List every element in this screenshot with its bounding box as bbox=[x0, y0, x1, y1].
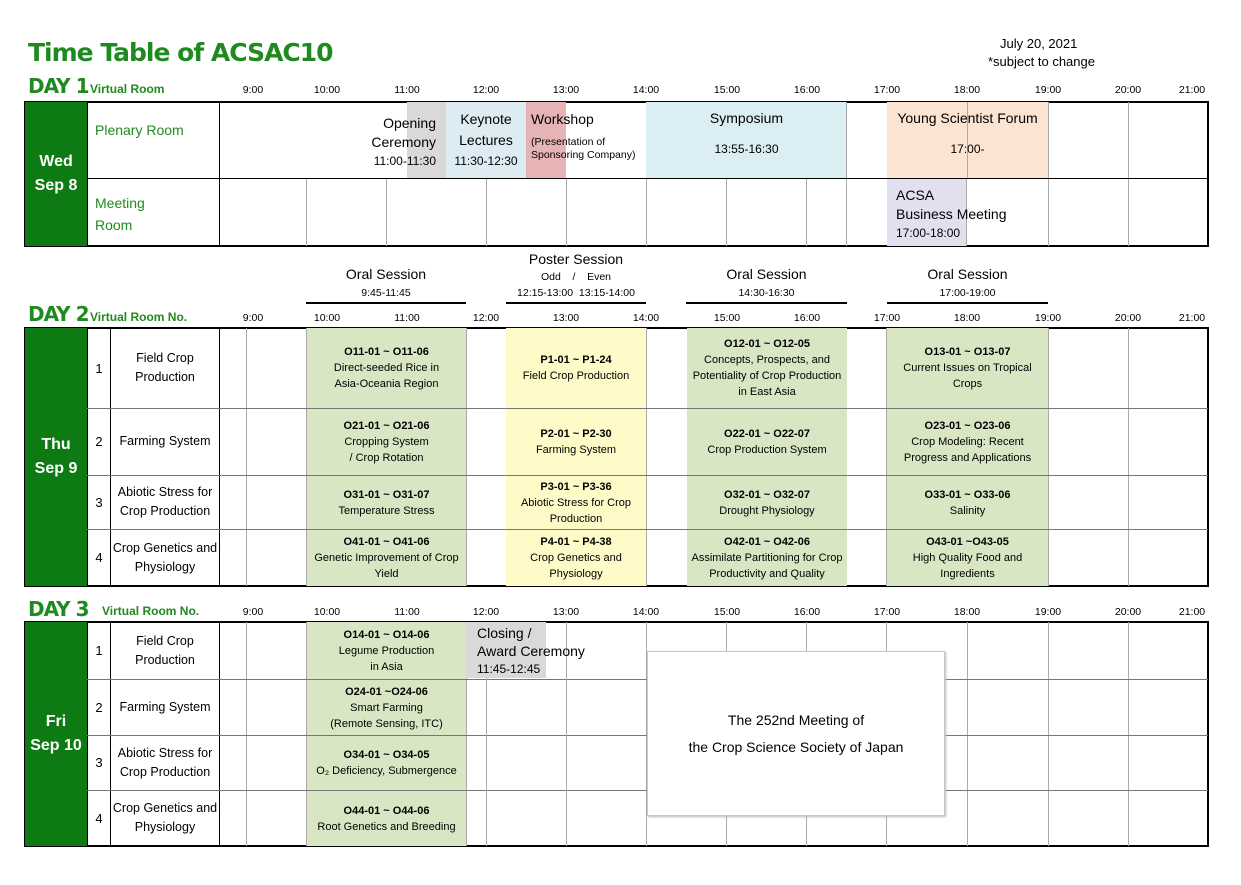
session-topic-line: Production bbox=[549, 512, 603, 525]
session-code-range: O23-01 ~ O23-06 bbox=[924, 420, 1011, 432]
session-topic-line: Crop Modeling: Recent bbox=[911, 436, 1024, 448]
session-code-range: O14-01 ~ O14-06 bbox=[343, 628, 430, 641]
cssj-line-1: The 252nd Meeting of bbox=[727, 711, 865, 728]
session-topic-line: Root Genetics and Breeding bbox=[317, 820, 456, 833]
day2-room3-poster[interactable] bbox=[506, 476, 646, 529]
time-tick-2000: 20:00 bbox=[1114, 312, 1142, 324]
session-topic-line: Smart Farming bbox=[350, 701, 423, 714]
session-code-range: O43-01 ~O43-05 bbox=[926, 536, 1009, 548]
session-code-range: O11-01 ~ O11-06 bbox=[344, 346, 429, 358]
session-topic-line: Field Crop Production bbox=[522, 370, 630, 382]
oral-session-2-title: Oral Session bbox=[726, 266, 807, 282]
time-tick-1800: 18:00 bbox=[953, 312, 981, 324]
session-code-range: O24-01 ~O24-06 bbox=[345, 685, 428, 698]
day2-room4-oral-morning[interactable] bbox=[307, 530, 466, 586]
day3-room-3-number: 3 bbox=[95, 755, 103, 770]
day3-room-4-name: Crop Genetics and Physiology bbox=[112, 801, 218, 834]
day2-room-1-name: Field Crop Production bbox=[135, 351, 195, 384]
grid-line bbox=[486, 179, 487, 246]
oral-session-3-time: 17:00-19:00 bbox=[939, 287, 996, 299]
session-topic-line: Crop Production System bbox=[707, 444, 827, 456]
day3-room3-oral[interactable] bbox=[307, 736, 466, 790]
day2-room-3-number: 3 bbox=[95, 494, 103, 510]
grid-line bbox=[1128, 179, 1129, 246]
day2-room-4-name: Crop Genetics and Physiology bbox=[112, 540, 218, 574]
time-tick-1100: 11:00 bbox=[394, 312, 420, 324]
grid-line bbox=[1048, 328, 1049, 586]
time-tick-1600: 16:00 bbox=[793, 606, 821, 618]
grid-line bbox=[219, 622, 220, 846]
grid-line bbox=[806, 179, 807, 246]
oral-session-3-title: Oral Session bbox=[927, 266, 1008, 282]
session-topic-line: Abiotic Stress for Crop bbox=[520, 496, 632, 509]
poster-session-title: Poster Session bbox=[528, 251, 624, 267]
day2-room3-oral-afternoon[interactable] bbox=[687, 476, 847, 529]
grid-line bbox=[846, 179, 847, 246]
grid-line bbox=[1128, 102, 1129, 178]
time-tick-1000: 10:00 bbox=[313, 312, 341, 324]
session-topic-line: Drought Physiology bbox=[719, 504, 815, 517]
session-topic-line: Direct-seeded Rice in bbox=[333, 362, 440, 374]
day2-room2-oral-evening[interactable] bbox=[887, 409, 1048, 475]
day2-room2-poster[interactable] bbox=[506, 409, 646, 475]
day3-room-3-name: Abiotic Stress for Crop Production bbox=[117, 745, 213, 779]
grid-line bbox=[219, 328, 220, 586]
day3-room-1-number: 1 bbox=[95, 643, 103, 658]
session-topic-line: O₂ Deficiency, Submergence bbox=[316, 765, 457, 777]
session-code-range: P1-01 ~ P1-24 bbox=[540, 354, 612, 366]
grid-line bbox=[726, 179, 727, 246]
session-topic-line: in Asia bbox=[370, 660, 403, 673]
time-tick-1600: 16:00 bbox=[793, 84, 821, 96]
time-tick-1300: 13:00 bbox=[552, 606, 580, 618]
session-topic-line: Current Issues on Tropical bbox=[903, 362, 1032, 374]
grid-line bbox=[1048, 179, 1049, 246]
grid-line bbox=[1048, 622, 1049, 846]
day2-room-1-number: 1 bbox=[95, 360, 103, 376]
day2-room1-poster[interactable] bbox=[506, 328, 646, 408]
day3-weekday: Fri bbox=[45, 713, 67, 730]
day2-room-2-number: 2 bbox=[95, 434, 103, 449]
grid-line bbox=[246, 328, 247, 586]
day3-label: DAY 3 bbox=[28, 597, 89, 621]
session-topic-line: High Quality Food and bbox=[912, 552, 1023, 564]
time-tick-1300: 13:00 bbox=[552, 84, 580, 96]
session-code-range: P2-01 ~ P2-30 bbox=[540, 428, 612, 440]
cssj-meeting-box bbox=[647, 651, 945, 816]
day3-room1-oral[interactable] bbox=[307, 622, 466, 679]
time-tick-1400: 14:00 bbox=[632, 312, 660, 324]
plenary-room-label: Plenary Room bbox=[95, 122, 184, 138]
grid-line bbox=[1128, 622, 1129, 846]
time-tick-2100: 21:00 bbox=[1178, 606, 1206, 618]
day2-room4-oral-afternoon[interactable] bbox=[687, 530, 847, 586]
change-note: *subject to change bbox=[988, 54, 1095, 69]
session-code-range: O32-01 ~ O32-07 bbox=[724, 488, 810, 501]
publish-date: July 20, 2021 bbox=[1000, 36, 1078, 51]
time-tick-2100: 21:00 bbox=[1178, 312, 1206, 324]
session-code-range: O22-01 ~ O22-07 bbox=[724, 428, 810, 440]
oral-session-1-time: 9:45-11:45 bbox=[361, 287, 411, 299]
young-scientist-forum: Young Scientist Forum 17:00- bbox=[897, 110, 1038, 156]
day3-room4-oral[interactable] bbox=[307, 791, 466, 846]
day3-room-4-number: 4 bbox=[95, 810, 103, 826]
keynote-lectures: Keynote Lectures 11:30-12:30 bbox=[454, 111, 518, 168]
time-tick-1200: 12:00 bbox=[472, 606, 500, 618]
day2-room-4-number: 4 bbox=[95, 550, 103, 565]
day1-label: DAY 1 bbox=[28, 74, 89, 98]
page-title: Time Table of ACSAC10 bbox=[28, 38, 333, 67]
session-code-range: O21-01 ~ O21-06 bbox=[343, 420, 430, 432]
grid-line bbox=[466, 328, 467, 586]
day1-date-cell bbox=[25, 102, 87, 246]
closing-award-ceremony: Closing / Award Ceremony 11:45-12:45 bbox=[477, 625, 585, 676]
session-topic-line: Legume Production bbox=[338, 644, 435, 657]
day2-room1-oral-afternoon[interactable] bbox=[687, 328, 847, 408]
time-tick-1000: 10:00 bbox=[313, 606, 341, 618]
grid-line bbox=[1048, 102, 1049, 178]
session-topic-line: in East Asia bbox=[738, 386, 796, 398]
grid-line bbox=[246, 622, 247, 846]
time-tick-1800: 18:00 bbox=[953, 606, 981, 618]
day1-room-header: Virtual Room bbox=[90, 82, 165, 96]
poster-session-time: 12:15-13:00 13:15-14:00 bbox=[517, 287, 635, 299]
session-topic-line: Potentiality of Crop Production bbox=[692, 370, 842, 382]
symposium: Symposium 13:55-16:30 bbox=[709, 110, 784, 156]
session-topic-line: Physiology bbox=[549, 568, 603, 580]
day2-weekday: Thu bbox=[41, 436, 71, 453]
session-code-range: O41-01 ~ O41-06 bbox=[343, 536, 430, 548]
time-tick-1700: 17:00 bbox=[873, 84, 901, 96]
time-tick-1500: 15:00 bbox=[713, 312, 741, 324]
session-topic-line: Asia-Oceania Region bbox=[334, 378, 439, 390]
session-topic-line: Farming System bbox=[535, 444, 617, 456]
session-code-range: P4-01 ~ P4-38 bbox=[540, 536, 612, 548]
oral-session-1-title: Oral Session bbox=[345, 266, 427, 282]
time-tick-1100: 11:00 bbox=[394, 606, 420, 618]
day2-room1-oral-morning[interactable] bbox=[307, 328, 466, 408]
session-code-range: O44-01 ~ O44-06 bbox=[343, 804, 430, 817]
day2-label: DAY 2 bbox=[28, 302, 89, 326]
time-tick-1600: 16:00 bbox=[793, 312, 821, 324]
time-tick-900: 9:00 bbox=[242, 606, 264, 618]
time-tick-2000: 20:00 bbox=[1114, 84, 1142, 96]
day1-weekday: Wed bbox=[39, 153, 73, 170]
day3-date: Sep 10 bbox=[30, 737, 82, 754]
session-topic-line: Progress and Applications bbox=[903, 452, 1032, 464]
time-tick-1900: 19:00 bbox=[1034, 84, 1062, 96]
day2-date-cell bbox=[25, 328, 87, 586]
grid-line bbox=[566, 179, 567, 246]
time-tick-1700: 17:00 bbox=[873, 312, 901, 324]
day2-room2-oral-morning[interactable] bbox=[307, 409, 466, 475]
day3-date-cell bbox=[25, 622, 87, 846]
day2-room1-oral-evening[interactable] bbox=[887, 328, 1048, 408]
day2-room4-poster[interactable] bbox=[506, 530, 646, 586]
time-tick-1800: 18:00 bbox=[953, 84, 981, 96]
grid-line bbox=[646, 328, 647, 586]
grid-line bbox=[1128, 328, 1129, 586]
meeting-room-label: Meeting Room bbox=[95, 195, 145, 233]
session-code-range: O12-01 ~ O12-05 bbox=[724, 338, 810, 350]
time-tick-1400: 14:00 bbox=[632, 606, 660, 618]
day2-room2-oral-afternoon[interactable] bbox=[687, 409, 847, 475]
session-topic-line: Temperature Stress bbox=[338, 504, 435, 517]
session-topic-line: Crop Genetics and bbox=[530, 552, 622, 564]
session-topic-line: Assimilate Partitioning for Crop bbox=[691, 552, 843, 564]
grid-line bbox=[646, 179, 647, 246]
time-tick-1700: 17:00 bbox=[873, 606, 901, 618]
time-tick-2000: 20:00 bbox=[1114, 606, 1142, 618]
session-code-range: O42-01 ~ O42-06 bbox=[724, 536, 810, 548]
day3-room-2-name: Farming System bbox=[119, 699, 211, 714]
time-tick-1300: 13:00 bbox=[552, 312, 580, 324]
time-tick-900: 9:00 bbox=[242, 84, 264, 96]
day2-room-3-name: Abiotic Stress for Crop Production bbox=[117, 485, 213, 518]
day2-room-header: Virtual Room No. bbox=[90, 310, 188, 324]
day2-date: Sep 9 bbox=[34, 460, 78, 477]
time-tick-1500: 15:00 bbox=[713, 84, 741, 96]
session-code-range: O33-01 ~ O33-06 bbox=[924, 488, 1011, 501]
day2-room-2-name: Farming System bbox=[119, 434, 211, 448]
oral-session-2-time: 14:30-16:30 bbox=[738, 287, 795, 299]
acsa-business-meeting: ACSA Business Meeting 17:00-18:00 bbox=[896, 187, 1007, 240]
session-topic-line: Crops bbox=[952, 378, 983, 390]
opening-ceremony: Opening Ceremony 11:00-11:30 bbox=[371, 115, 436, 168]
day2-room3-oral-evening[interactable] bbox=[887, 476, 1048, 529]
session-code-range: O31-01 ~ O31-07 bbox=[343, 488, 430, 501]
time-tick-1100: 11:00 bbox=[394, 84, 420, 96]
time-tick-1400: 14:00 bbox=[632, 84, 660, 96]
session-topic-line: Yield bbox=[374, 568, 399, 580]
session-topic-line: / Crop Rotation bbox=[349, 452, 424, 464]
time-tick-900: 9:00 bbox=[242, 312, 264, 324]
session-topic-line: Genetic Improvement of Crop bbox=[314, 552, 459, 564]
day3-room-1-name: Field Crop Production bbox=[135, 633, 195, 667]
day2-room3-oral-morning[interactable] bbox=[307, 476, 466, 529]
cssj-line-2: the Crop Science Society of Japan bbox=[688, 738, 904, 755]
day1-date: Sep 8 bbox=[34, 177, 78, 194]
session-code-range: P3-01 ~ P3-36 bbox=[540, 480, 612, 493]
session-topic-line: Concepts, Prospects, and bbox=[704, 354, 830, 366]
time-tick-1500: 15:00 bbox=[713, 606, 741, 618]
poster-session-odd-even: Odd / Even bbox=[540, 271, 612, 283]
session-code-range: O13-01 ~ O13-07 bbox=[924, 346, 1011, 358]
session-topic-line: Cropping System bbox=[344, 436, 429, 448]
session-topic-line: Productivity and Quality bbox=[709, 568, 825, 580]
grid-line bbox=[967, 622, 968, 846]
session-code-range: O34-01 ~ O34-05 bbox=[343, 749, 430, 761]
session-topic-line: Ingredients bbox=[940, 568, 995, 580]
time-tick-1200: 12:00 bbox=[472, 84, 500, 96]
time-tick-1200: 12:00 bbox=[472, 312, 500, 324]
session-topic-line: Salinity bbox=[949, 504, 986, 517]
day2-room4-oral-evening[interactable] bbox=[887, 530, 1048, 586]
workshop: Workshop (Presentation of Sponsoring Company) bbox=[531, 111, 636, 161]
session-topic-line: (Remote Sensing, ITC) bbox=[330, 717, 443, 730]
time-tick-2100: 21:00 bbox=[1178, 84, 1206, 96]
time-tick-1900: 19:00 bbox=[1034, 606, 1062, 618]
grid-line bbox=[306, 179, 307, 246]
time-tick-1000: 10:00 bbox=[313, 84, 341, 96]
day3-room2-oral[interactable] bbox=[307, 680, 466, 735]
day3-room-header: Virtual Room No. bbox=[102, 604, 200, 618]
day3-room-2-number: 2 bbox=[95, 699, 103, 715]
grid-line bbox=[386, 179, 387, 246]
time-tick-1900: 19:00 bbox=[1034, 312, 1062, 324]
